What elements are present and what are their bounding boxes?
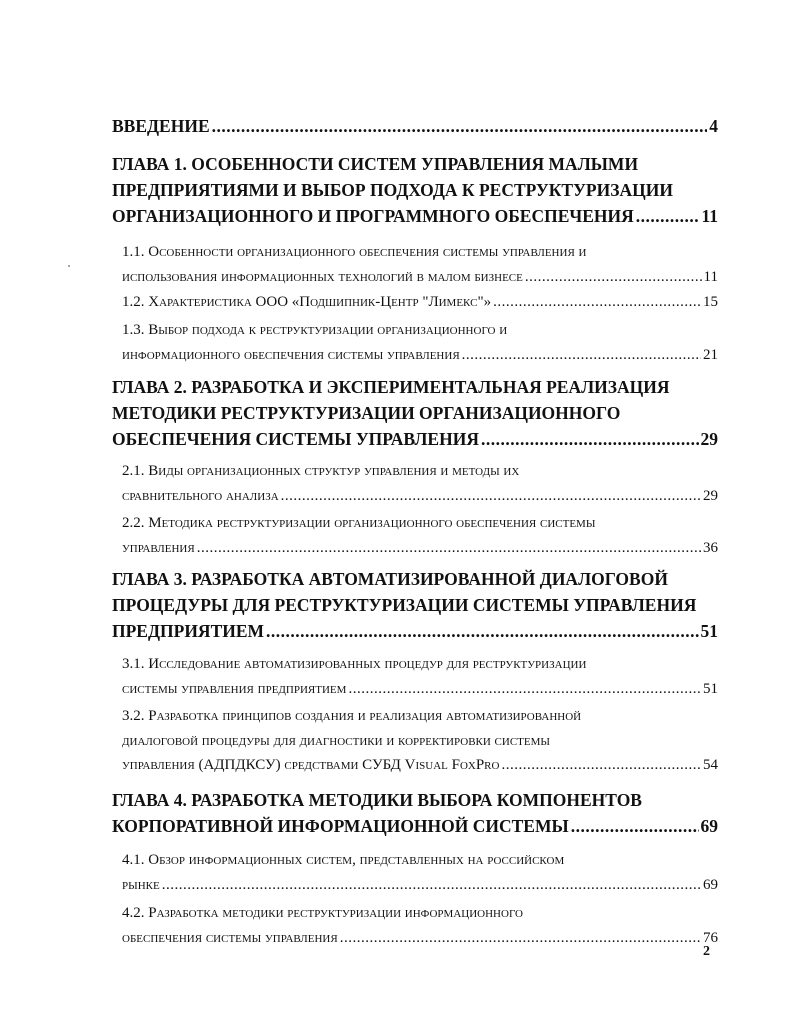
toc-page-ref: 15 [703,294,718,310]
toc-page-ref: 4 [709,116,718,136]
toc-page-ref: 69 [703,876,718,893]
toc-entry-title: МЕТОДИКИ РЕСТРУКТУРИЗАЦИИ ОРГАНИЗАЦИОННОГО [112,403,621,423]
toc-line [122,240,718,265]
toc-entry-s2-2[interactable] [122,511,718,560]
toc-page-ref: 29 [703,487,718,504]
toc-line [122,290,718,315]
toc-page-ref: 51 [700,621,718,641]
toc-line [112,203,718,229]
toc-line [122,343,718,368]
toc-page-ref: 69 [700,816,718,836]
toc-entry-title: 1.3. Выбор подхода к реструктуризации организационного и [122,322,508,338]
toc-entry-title: ПРЕДПРИЯТИЕМ [112,621,265,641]
toc-line [112,177,718,203]
dot-leader [266,618,698,644]
toc-entry-title: КОРПОРАТИВНОЙ ИНФОРМАЦИОННОЙ СИСТЕМЫ [112,816,569,836]
toc-entry-title: рынке [122,876,160,893]
toc-line [112,400,718,426]
toc-entry-title: ПРОЦЕДУРЫ ДЛЯ РЕСТРУКТУРИЗАЦИИ СИСТЕМЫ УПРАВЛЕНИЯ [112,595,697,615]
dot-leader [281,484,701,509]
toc-line [122,484,718,509]
toc-line [122,652,718,677]
toc-entry-s1-2[interactable] [122,290,718,315]
toc-entry-title: ПРЕДПРИЯТИЯМИ И ВЫБОР ПОДХОДА К РЕСТРУКТУРИЗАЦИИ [112,180,673,200]
toc-page-ref: 36 [703,539,718,556]
dot-leader [348,677,701,702]
toc-line [122,459,718,484]
toc-entry-ch3[interactable] [112,566,718,644]
toc-line [112,592,718,618]
toc-line [122,873,718,898]
toc-line [122,265,718,290]
toc-entry-title: ГЛАВА 2. РАЗРАБОТКА И ЭКСПЕРИМЕНТАЛЬНАЯ РЕАЛИЗАЦИЯ [112,377,670,397]
toc-line [122,677,718,702]
toc-entry-title: ВВЕДЕНИЕ [112,116,210,136]
toc-page-ref: 76 [703,929,718,946]
dot-leader [162,873,701,898]
toc-entry-title: информационного обеспечения системы управления [122,346,460,363]
toc-entry-title: 2.1. Виды организационных структур управления и методы их [122,463,520,479]
toc-line [122,848,718,873]
toc-entry-ch2[interactable] [112,374,718,452]
toc-entry-title: обеспечения системы управления [122,929,338,946]
toc-entry-s3-2[interactable] [122,704,718,778]
toc-entry-title: 3.1. Исследование автоматизированных процедур для реструктуризации [122,656,587,672]
toc-entry-title: 1.1. Особенности организационного обеспечения системы управления и [122,244,587,260]
toc-entry-title: управления (АДПДКСУ) средствами СУБД Visual FoxPro [122,757,500,773]
toc-entry-title: 4.2. Разработка методики реструктуризации информационного [122,905,523,921]
toc-entry-title: диалоговой процедуры для диагностики и корректировки системы [122,732,550,749]
toc-line [122,536,718,561]
toc-page-ref: 54 [703,757,718,773]
dot-leader [340,926,701,951]
toc-line [112,787,718,813]
dot-leader [212,113,708,139]
toc-line [122,729,718,754]
toc-entry-title: ГЛАВА 3. РАЗРАБОТКА АВТОМАТИЗИРОВАННОЙ ДИАЛОГОВОЙ [112,569,668,589]
toc-entry-intro[interactable] [112,113,718,139]
dot-leader [501,753,701,778]
toc-entry-title: системы управления предприятием [122,680,347,697]
toc-entry-title: 2.2. Методика реструктуризации организационного обеспечения системы [122,515,596,531]
toc-entry-title: ОРГАНИЗАЦИОННОГО И ПРОГРАММНОГО ОБЕСПЕЧЕНИЯ [112,206,634,226]
toc-entry-s3-1[interactable] [122,652,718,701]
toc-entry-s4-1[interactable] [122,848,718,897]
toc-line [112,374,718,400]
toc-line [112,113,718,139]
toc-page-ref: 29 [700,429,718,449]
toc-entry-s2-1[interactable] [122,459,718,508]
toc-entry-s4-2[interactable] [122,901,718,950]
toc-line [122,318,718,343]
dot-leader [493,290,701,315]
toc-page-ref: 11 [701,206,718,226]
toc-entry-title: 4.1. Обзор информационных систем, представленных на российском [122,852,565,868]
toc-page-ref: 11 [703,268,718,285]
toc-entry-s1-1[interactable] [122,240,718,289]
toc-entry-title: 1.2. Характеристика ООО «Подшипник-Центр "Лимекс"» [122,294,492,310]
toc-page-ref: 51 [703,680,718,697]
scan-speck [68,265,70,267]
dot-leader [462,343,701,368]
toc-entry-title: сравнительного анализа [122,487,279,504]
toc-entry-title: управления [122,539,195,556]
dot-leader [636,203,700,229]
toc-page-ref: 21 [703,346,718,363]
toc-line [112,426,718,452]
toc-line [112,566,718,592]
toc-entry-title: использования информационных технологий в малом бизнесе [122,268,523,285]
toc-line [122,511,718,536]
toc-line [122,753,718,778]
toc-line [122,901,718,926]
dot-leader [525,265,702,290]
dot-leader [571,813,699,839]
toc-entry-s1-3[interactable] [122,318,718,367]
toc-entry-ch4[interactable] [112,787,718,839]
toc-entry-title: ГЛАВА 1. ОСОБЕННОСТИ СИСТЕМ УПРАВЛЕНИЯ МАЛЫМИ [112,154,639,174]
toc-line [112,618,718,644]
toc-entry-title: 3.2. Разработка принципов создания и реализация автоматизированной [122,708,582,724]
toc-line [112,813,718,839]
toc-line [122,926,718,951]
toc-entry-ch1[interactable] [112,151,718,229]
page-number: 2 [703,944,710,959]
toc-entry-title: ОБЕСПЕЧЕНИЯ СИСТЕМЫ УПРАВЛЕНИЯ [112,429,479,449]
toc-line [122,704,718,729]
toc-line [112,151,718,177]
toc-entry-title: ГЛАВА 4. РАЗРАБОТКА МЕТОДИКИ ВЫБОРА КОМПОНЕНТОВ [112,790,642,810]
dot-leader [481,426,699,452]
dot-leader [197,536,701,561]
